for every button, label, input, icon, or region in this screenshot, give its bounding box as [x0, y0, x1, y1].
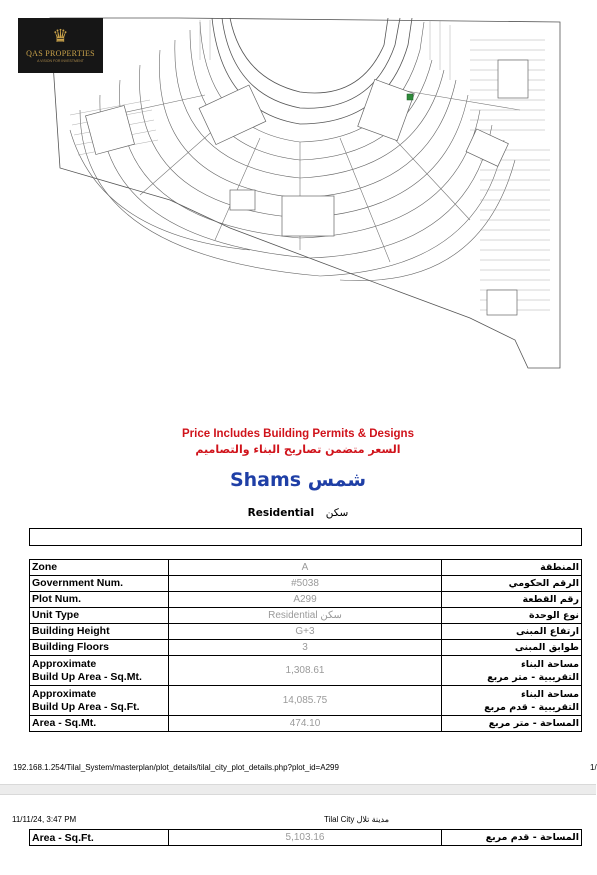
label-arabic: المنطقة	[442, 560, 582, 576]
label-english: Building Floors	[30, 640, 169, 656]
print-footer-page: 1/	[590, 763, 597, 772]
label-english	[30, 656, 169, 686]
label-arabic-line2: التقريبية - قدم مربع	[484, 701, 579, 713]
print-header-title: Tilal City مدينة تلال	[324, 815, 390, 824]
subtitle-arabic: سكن	[325, 507, 349, 519]
value: 474.10	[169, 716, 442, 732]
label-arabic: رقم القطعة	[442, 592, 582, 608]
table-row	[30, 656, 582, 686]
label-arabic-line1: مساحة البناء	[520, 688, 579, 700]
table-row	[30, 608, 582, 624]
label-english: Area - Sq.Mt.	[30, 716, 169, 732]
label-english: Building Height	[30, 624, 169, 640]
table-row	[30, 640, 582, 656]
project-title: Shams شمس	[229, 469, 367, 491]
subtitle-english: Residential	[247, 507, 315, 519]
value: 3	[169, 640, 442, 656]
value: Residential سكن	[169, 608, 442, 624]
value: #5038	[169, 576, 442, 592]
label-english	[30, 686, 169, 716]
empty-header-box	[29, 528, 582, 546]
table-row	[30, 576, 582, 592]
label-english: Area - Sq.Ft.	[30, 830, 169, 846]
value: 14,085.75	[169, 686, 442, 716]
label-arabic-line1: مساحة البناء	[520, 658, 579, 670]
price-notice-arabic: السعر متضمن تصاريح البناء والتصاميم	[195, 443, 401, 456]
price-notice-english: Price Includes Building Permits & Designs	[182, 428, 414, 440]
label-arabic: المساحة - قدم مربع	[442, 830, 582, 846]
label-english: Government Num.	[30, 576, 169, 592]
logo-tagline: A VISION FOR INVESTMENT	[37, 59, 84, 63]
print-header-date: 11/11/24, 3:47 PM	[12, 815, 77, 824]
label-arabic	[442, 686, 582, 716]
value: A	[169, 560, 442, 576]
label-english: Unit Type	[30, 608, 169, 624]
table-row	[30, 686, 582, 716]
label-arabic: طوابق المبنى	[442, 640, 582, 656]
crown-icon: ♛	[52, 26, 69, 47]
label-arabic: ارتفاع المبنى	[442, 624, 582, 640]
table-row	[30, 592, 582, 608]
label-english-line2: Build Up Area - Sq.Mt.	[32, 670, 142, 683]
logo-brand: QAS PROPERTIES	[26, 49, 95, 58]
company-logo	[18, 18, 103, 73]
label-english-line2: Build Up Area - Sq.Ft.	[32, 700, 140, 713]
table-row	[30, 560, 582, 576]
label-english-line1: Approximate	[32, 657, 97, 670]
plot-details-table	[29, 559, 582, 732]
print-footer-url: 192.168.1.254/Tilal_System/masterplan/plot_details/tilal_city_plot_details.php?plot_id=A299	[13, 763, 339, 772]
project-subtitle	[0, 507, 596, 519]
value: 1,308.61	[169, 656, 442, 686]
label-english: Plot Num.	[30, 592, 169, 608]
table-row	[30, 624, 582, 640]
label-arabic	[442, 656, 582, 686]
label-english-line1: Approximate	[32, 687, 97, 700]
page-break	[0, 784, 596, 795]
label-english: Zone	[30, 560, 169, 576]
value: 5,103.16	[169, 830, 442, 846]
plot-details-table-continued	[29, 829, 582, 846]
value: G+3	[169, 624, 442, 640]
label-arabic: نوع الوحدة	[442, 608, 582, 624]
label-arabic: الرقم الحكومي	[442, 576, 582, 592]
table-row	[30, 716, 582, 732]
label-arabic-line2: التقريبية - متر مربع	[487, 671, 579, 683]
table-row	[30, 830, 582, 846]
label-arabic: المساحة - متر مربع	[442, 716, 582, 732]
value: A299	[169, 592, 442, 608]
